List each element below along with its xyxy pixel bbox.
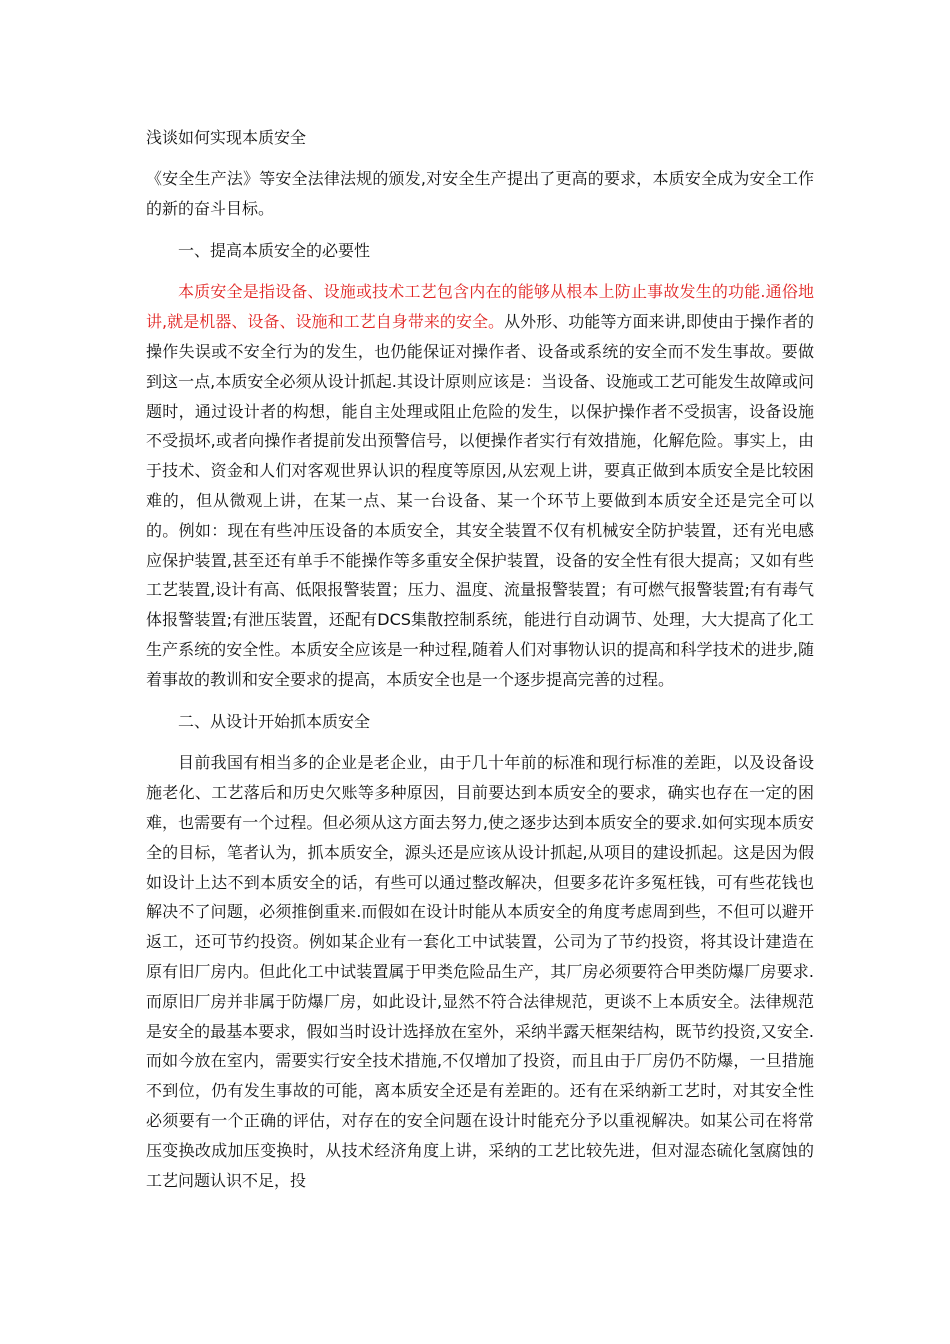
document-body	[146, 124, 814, 1195]
document-title: 浅谈如何实现本质安全	[146, 128, 307, 147]
highlighted-definition: 本质安全是指设备、设施或技术工艺包含内在的能够从根本上防止事故发生的功能.通俗地讲,就是机器、设备、设施和工艺自身带来的安全。	[146, 282, 814, 332]
intro-paragraph: 《安全生产法》等安全法律法规的颁发,对安全生产提出了更高的要求，本质安全成为安全工作的新的奋斗目标。	[146, 169, 814, 218]
section-heading-design: 二、从设计开始抓本质安全	[178, 711, 371, 731]
section-heading-necessity: 一、提高本质安全的必要性	[178, 240, 371, 260]
paragraph-body-text: 从外形、功能等方面来讲,即使由于操作者的操作失误或不安全行为的发生，也仍能保证对操作者、设备或系统的安全而不发生事故。要做到这一点,本质安全必须从设计抓起.其设计原则应该是：当设备、设施或工艺可能发生故障或问题时，通过设计者的构想，能自主处理或阻止危险的发生，以保护操作者不受损害，设备设施不受损坏,或者向操作者提前发出预警信号，以便操作者实行有效措施，化解危险。事实上，由于技术、资金和人们对客观世界认识的程度等原因,从宏观上讲，要真正做到本质安全是比较困难的，但从微观上讲，在某一点、某一台设备、某一个环节上要做到本质安全还是完全可以的。例如：现在有些冲压设备的本质安全，其安全装置不仅有机械安全防护装置，还有光电感应保护装置,甚至还有单手不能操作等多重安全保护装置，设备的安全性有很大提高；又如有些工艺装置,设计有高、低限报警装置；压力、温度、流量报警装置；有可燃气报警装置;有有毒气体报警装置;有泄压装置，还配有DCS集散控制系统，能进行自动调节、处理，大大提高了化工生产系统的安全性。本质安全应该是一种过程,随着人们对事物认识的提高和科学技术的进步,随着事故的教训和安全要求的提高，本质安全也是一个逐步提高完善的过程。	[146, 312, 815, 689]
section-paragraph-necessity	[146, 277, 814, 694]
section-paragraph-design: 目前我国有相当多的企业是老企业，由于几十年前的标准和现行标准的差距，以及设备设施老化、工艺落后和历史欠账等多种原因，目前要达到本质安全的要求，确实也存在一定的困难，也需要有一个过程。但必须从这方面去努力,使之逐步达到本质安全的要求.如何实现本质安全的目标，笔者认为，抓本质安全，源头还是应该从设计抓起,从项目的建设抓起。这是因为假如设计上达不到本质安全的话，有些可以通过整改解决，但要多花许多冤枉钱，可有些花钱也解决不了问题，必须推倒重来.而假如在设计时能从本质安全的角度考虑周到些，不但可以避开返工，还可节约投资。例如某企业有一套化工中试装置，公司为了节约投资，将其设计建造在原有旧厂房内。但此化工中试装置属于甲类危险品生产，其厂房必须要符合甲类防爆厂房要求.而原旧厂房并非属于防爆厂房，如此设计,显然不符合法律规范，更谈不上本质安全。法律规范是安全的最基本要求，假如当时设计选择放在室外，采纳半露天框架结构，既节约投资,又安全.而如今放在室内，需要实行安全技术措施,不仅增加了投资，而且由于厂房仍不防爆，一旦措施不到位，仍有发生事故的可能，离本质安全还是有差距的。还有在采纳新工艺时，对其安全性必须要有一个正确的评估，对存在的安全问题在设计时能充分予以重视解决。如某公司在将常压变换改成加压变换时，从技术经济角度上讲，采纳的工艺比较先进，但对湿态硫化氢腐蚀的工艺问题认识不足，投	[146, 753, 814, 1190]
